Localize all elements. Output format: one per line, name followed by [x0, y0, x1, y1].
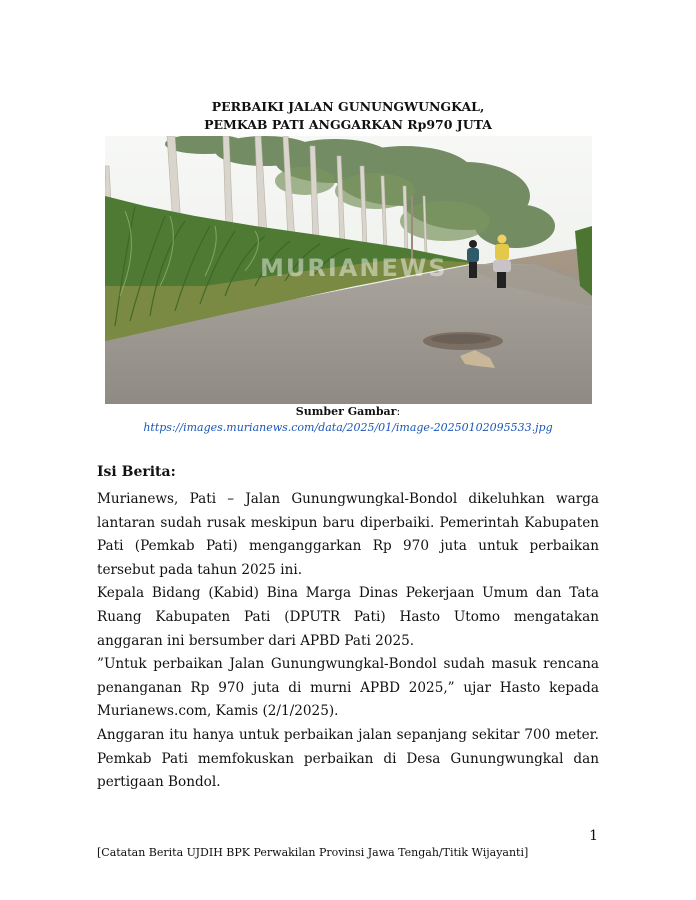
image-watermark: MURIANEWS — [260, 254, 448, 282]
title-line-1: PERBAIKI JALAN GUNUNGWUNGKAL, — [211, 99, 485, 114]
paragraph: Kepala Bidang (Kabid) Bina Marga Dinas Pekerjaan Umum dan Tata Ruang Kabupaten Pati (DPUTR Pati) Hasto Utomo mengatakan anggaran ini bersumber dari APBD Pati 2025. — [97, 585, 599, 649]
road-photo — [105, 136, 592, 404]
paragraph: ”Untuk perbaikan Jalan Gunungwungkal-Bondol sudah masuk rencana penanganan Rp 970 juta di murni APBD 2025,” ujar Hasto kepada Murianews.com, Kamis (2/1/2025). — [97, 656, 599, 720]
source-label: Sumber Gambar — [295, 405, 397, 418]
source-link[interactable]: https://images.murianews.com/data/2025/01/image-20250102095533.jpg — [143, 421, 553, 434]
source-colon: : — [396, 405, 401, 418]
paragraph: Murianews, Pati – Jalan Gunungwungkal-Bondol dikeluhkan warga lantaran sudah rusak meskipun baru diperbaiki. Pemerintah Kabupaten Pati (Pemkab Pati) menganggarkan Rp 970 juta untuk perbaikan tersebut pada tahun 2025 ini. — [97, 491, 599, 578]
paragraph: Anggaran itu hanya untuk perbaikan jalan sepanjang sekitar 700 meter. Pemkab Pati memfokuskan perbaikan di Desa Gunungwungkal dan pertigaan Bondol. — [97, 726, 599, 791]
article-body — [97, 488, 599, 795]
title-line-2: PEMKAB PATI ANGGARKAN Rp970 JUTA — [204, 117, 492, 132]
article-title — [0, 98, 696, 134]
page-number: 1 — [589, 828, 598, 844]
image-source — [0, 404, 696, 436]
page-footer: [Catatan Berita UJDIH BPK Perwakilan Provinsi Jawa Tengah/Titik Wijayanti] — [97, 846, 529, 859]
section-heading: Isi Berita: — [97, 464, 176, 480]
